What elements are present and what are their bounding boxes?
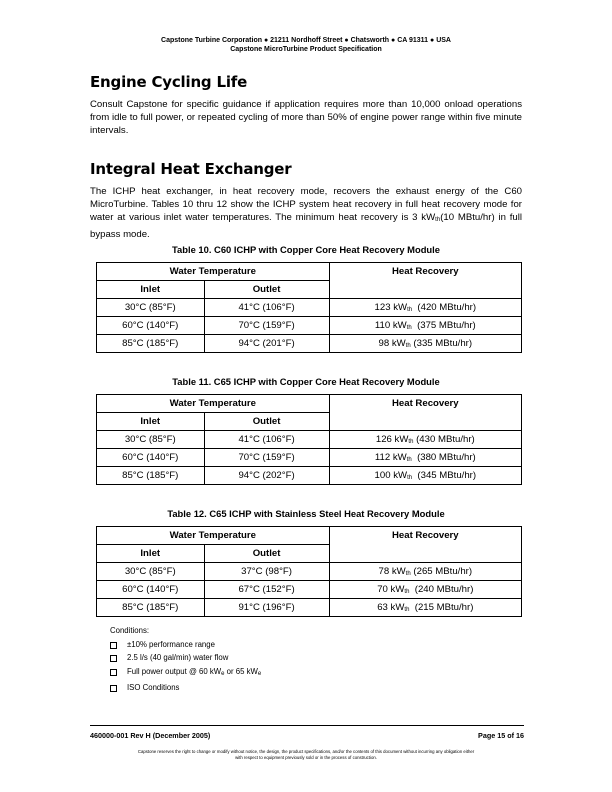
outlet-cell: 67°C (152°F) — [204, 581, 329, 599]
header-doc-title: Capstone MicroTurbine Product Specification — [230, 46, 382, 53]
checkbox-bullet-icon — [110, 655, 117, 662]
footer-divider — [90, 725, 524, 726]
outlet-cell: 70°C (159°F) — [204, 449, 329, 467]
water-temperature-header: Water Temperature — [97, 263, 330, 281]
btu-value: (375 MBtu/hr) — [411, 320, 476, 331]
condition-text: 2.5 l/s (40 gal/min) water flow — [127, 653, 229, 663]
list-item — [110, 638, 261, 652]
table-row — [97, 299, 522, 317]
disclaimer-line: Capstone reserves the right to change or modify without notice, the design, the product specifications, and/or the contents of this document without incurring any obligation either — [137, 749, 475, 754]
kw-value: 110 kW — [374, 320, 407, 331]
inlet-cell: 30°C (85°F) — [97, 563, 205, 581]
checkbox-bullet-icon — [110, 642, 117, 649]
heat-exchanger-text-end: (10 MBtu/hr) in full bypass mode. — [90, 212, 522, 240]
inlet-cell: 60°C (140°F) — [97, 581, 205, 599]
page-header — [0, 36, 612, 54]
table-header-row — [97, 263, 522, 281]
table-header-row — [97, 395, 522, 413]
subscript: th — [404, 607, 410, 613]
table-header-row — [97, 527, 522, 545]
heat-recovery-cell — [329, 431, 521, 449]
footer-doc-id: 460000-001 Rev H (December 2005) — [90, 731, 211, 740]
water-temperature-header: Water Temperature — [97, 395, 330, 413]
outlet-header: Outlet — [204, 413, 329, 431]
table-row — [97, 599, 522, 617]
kw-value: 123 kW — [374, 302, 408, 313]
outlet-cell: 94°C (202°F) — [204, 467, 329, 485]
heat-recovery-cell — [329, 563, 521, 581]
list-item — [110, 681, 261, 695]
table-row — [97, 449, 522, 467]
subscript: th — [408, 439, 414, 445]
table-row — [97, 467, 522, 485]
table-12-caption: Table 12. C65 ICHP with Stainless Steel Heat Recovery Module — [167, 508, 445, 519]
heat-recovery-header: Heat Recovery — [329, 527, 521, 563]
heat-recovery-cell — [329, 599, 521, 617]
subscript: e — [257, 670, 262, 677]
heat-recovery-header: Heat Recovery — [329, 263, 521, 299]
outlet-cell: 91°C (196°F) — [204, 599, 329, 617]
outlet-header: Outlet — [204, 545, 329, 563]
table-11 — [96, 394, 522, 485]
subscript: th — [405, 571, 411, 577]
subscript: th — [407, 307, 413, 313]
outlet-cell: 41°C (106°F) — [204, 299, 329, 317]
kw-value: 112 kW — [374, 452, 407, 463]
subscript: e — [221, 670, 225, 677]
disclaimer-line: with respect to equipment previously sold or in the process of construction. — [235, 755, 377, 760]
table-10 — [96, 262, 522, 353]
heat-recovery-cell — [329, 317, 521, 335]
table-row — [97, 335, 522, 353]
table-12 — [96, 526, 522, 617]
outlet-cell: 37°C (98°F) — [204, 563, 329, 581]
header-address: Capstone Turbine Corporation ● 21211 Nordhoff Street ● Chatsworth ● CA 91311 ● USA — [161, 37, 451, 44]
inlet-header: Inlet — [97, 413, 205, 431]
section-title-heat-exchanger: Integral Heat Exchanger — [90, 160, 292, 178]
inlet-cell: 30°C (85°F) — [97, 431, 205, 449]
kw-value: 78 kW — [378, 566, 406, 577]
table-row — [97, 581, 522, 599]
list-item — [110, 651, 261, 665]
heat-recovery-cell — [329, 299, 521, 317]
btu-value: (335 MBtu/hr) — [410, 338, 473, 349]
heat-recovery-cell — [329, 467, 521, 485]
table-row — [97, 431, 522, 449]
btu-value: (380 MBtu/hr) — [411, 452, 476, 463]
inlet-cell: 60°C (140°F) — [97, 449, 205, 467]
btu-value: (345 MBtu/hr) — [412, 470, 477, 481]
heat-recovery-header: Heat Recovery — [329, 395, 521, 431]
kw-value: 63 kW — [377, 602, 405, 613]
condition-text: ±10% performance range — [127, 639, 215, 649]
conditions-list — [110, 624, 261, 695]
footer-page-number: Page 15 of 16 — [478, 731, 524, 740]
inlet-cell: 60°C (140°F) — [97, 317, 205, 335]
checkbox-bullet-icon — [110, 669, 117, 676]
btu-value: (240 MBtu/hr) — [409, 584, 474, 595]
subscript: th — [406, 325, 412, 331]
heat-recovery-cell — [329, 581, 521, 599]
checkbox-bullet-icon — [110, 685, 117, 692]
heat-recovery-cell — [329, 449, 521, 467]
section-title-engine-cycling: Engine Cycling Life — [90, 73, 248, 91]
inlet-cell: 30°C (85°F) — [97, 299, 205, 317]
kw-value: 100 kW — [374, 470, 408, 481]
table-row — [97, 563, 522, 581]
heat-recovery-cell — [329, 335, 521, 353]
inlet-cell: 85°C (185°F) — [97, 335, 205, 353]
inlet-cell: 85°C (185°F) — [97, 599, 205, 617]
subscript: th — [405, 343, 411, 349]
subscript: th — [435, 217, 441, 224]
table-10-caption: Table 10. C60 ICHP with Copper Core Heat Recovery Module — [172, 244, 440, 255]
inlet-header: Inlet — [97, 281, 205, 299]
subscript: th — [406, 457, 412, 463]
subscript: th — [407, 475, 413, 481]
btu-value: (265 MBtu/hr) — [410, 566, 473, 577]
outlet-cell: 70°C (159°F) — [204, 317, 329, 335]
outlet-cell: 41°C (106°F) — [204, 431, 329, 449]
kw-value: 70 kW — [377, 584, 405, 595]
kw-value: 98 kW — [378, 338, 406, 349]
condition-text: Full power output @ 60 kW — [127, 666, 222, 676]
heat-exchanger-paragraph — [90, 185, 522, 241]
engine-cycling-paragraph: Consult Capstone for specific guidance if application requires more than 10,000 onload operations from idle to full power, or repeated cycling of more than 50% of engine power range within five minute intervals. — [90, 99, 522, 137]
condition-text: or 65 kW — [224, 666, 258, 676]
condition-text: ISO Conditions — [127, 683, 180, 693]
inlet-header: Inlet — [97, 545, 205, 563]
kw-value: 126 kW — [375, 434, 409, 445]
heat-exchanger-text: The ICHP heat exchanger, in heat recovery mode, recovers the exhaust energy of the C60 MicroTurbine. Tables 10 thru 12 show the ICHP system heat recovery in full heat recovery mode for water at various inlet water temperatures. The minimum heat recovery is 3 kW — [90, 186, 522, 224]
btu-value: (215 MBtu/hr) — [409, 602, 474, 613]
outlet-cell: 94°C (201°F) — [204, 335, 329, 353]
subscript: th — [404, 589, 410, 595]
list-item — [110, 665, 261, 682]
inlet-cell: 85°C (185°F) — [97, 467, 205, 485]
btu-value: (420 MBtu/hr) — [412, 302, 477, 313]
conditions-title: Conditions: — [110, 626, 150, 635]
table-11-caption: Table 11. C65 ICHP with Copper Core Heat Recovery Module — [172, 376, 440, 387]
outlet-header: Outlet — [204, 281, 329, 299]
btu-value: (430 MBtu/hr) — [413, 434, 475, 445]
table-row — [97, 317, 522, 335]
footer-disclaimer — [80, 749, 532, 761]
water-temperature-header: Water Temperature — [97, 527, 330, 545]
